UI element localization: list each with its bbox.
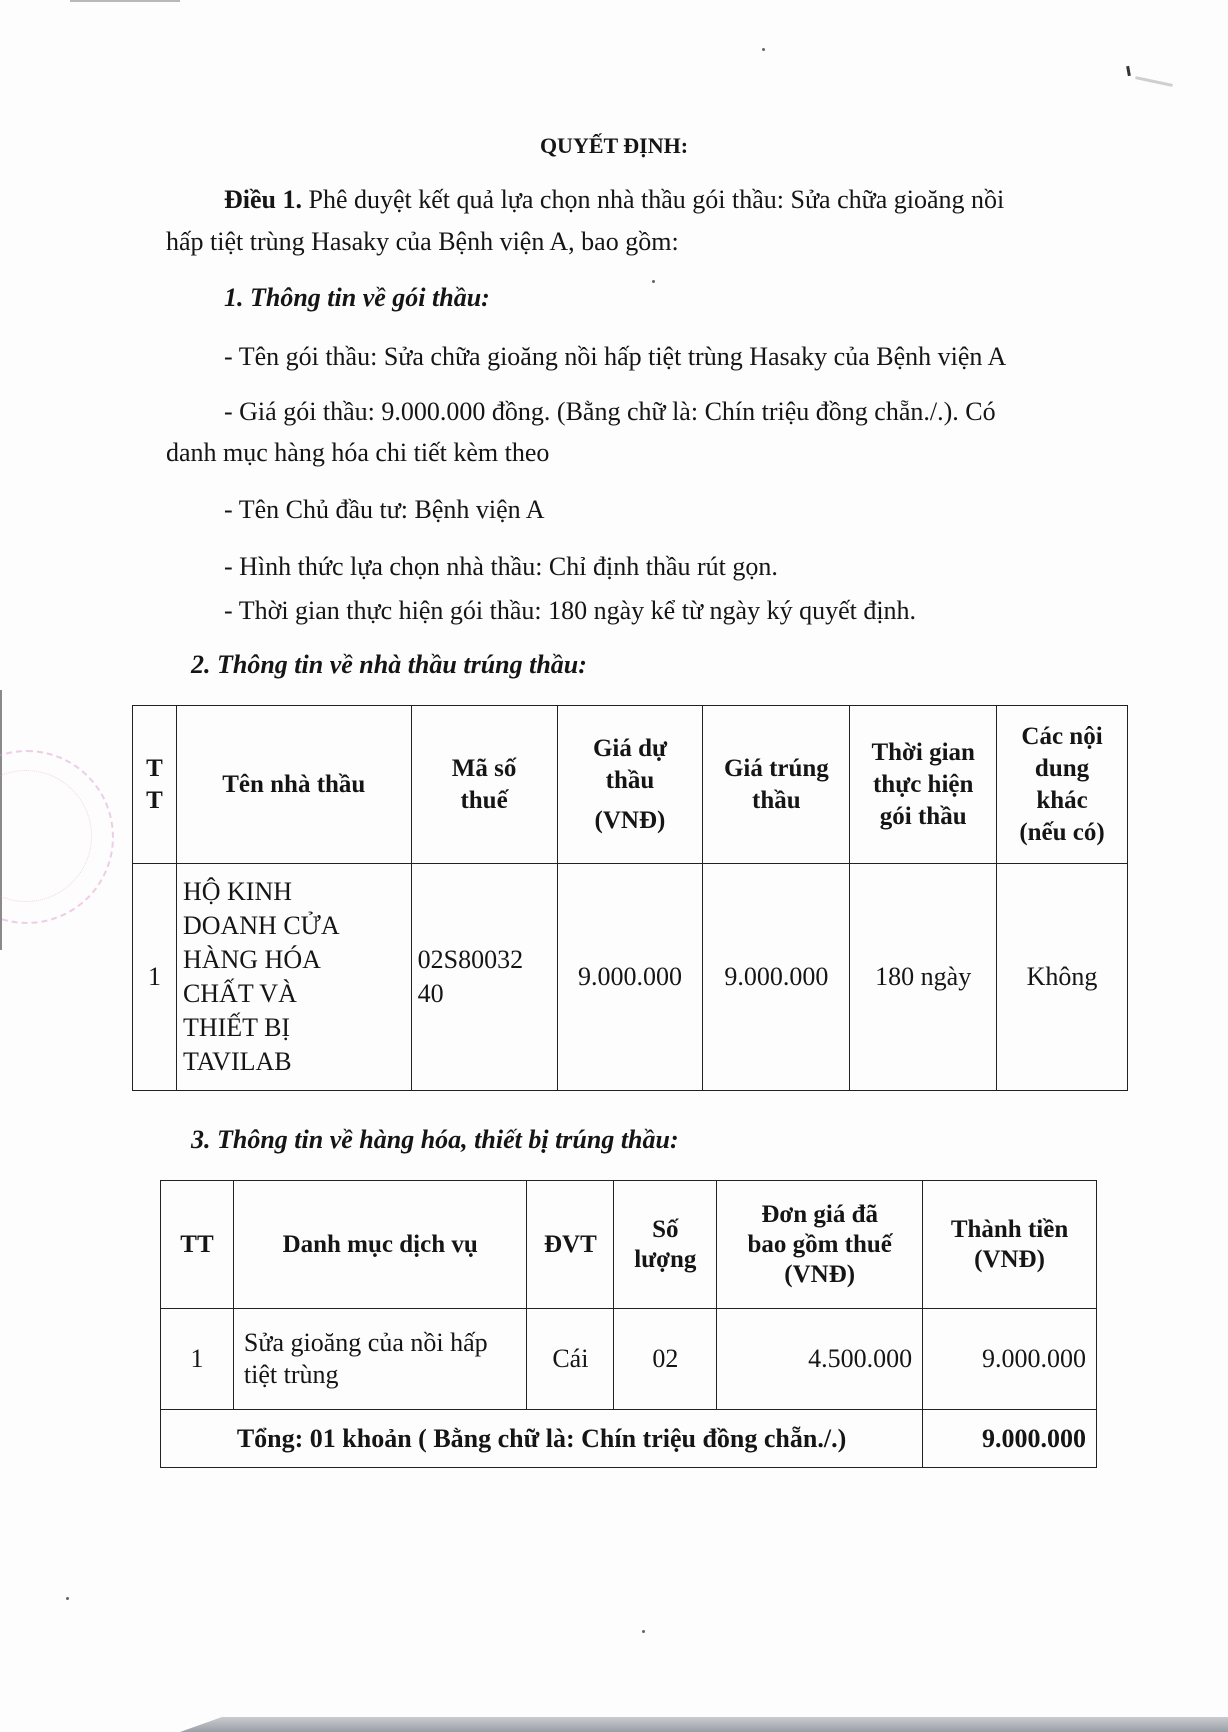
header-line: dung: [1034, 754, 1090, 782]
cell-other-content: Không: [997, 864, 1128, 1091]
header-line: Số: [652, 1215, 679, 1243]
package-price-line-1: - Giá gói thầu: 9.000.000 đồng. (Bằng chữ là: Chín triệu đồng chẵn./.). Có: [224, 397, 996, 426]
total-row: [161, 1410, 1097, 1468]
goods-table: [160, 1180, 1097, 1468]
contractor-name-line: HÀNG HÓA: [182, 945, 321, 974]
cell-quantity: 02: [614, 1309, 717, 1410]
cell-duration: 180 ngày: [850, 864, 997, 1091]
header-other-content: [997, 706, 1128, 864]
header-line: thầu: [605, 766, 655, 794]
header-line: Thành tiền: [950, 1215, 1069, 1243]
header-unit-price: [717, 1181, 923, 1309]
header-line: thuế: [460, 786, 508, 814]
contractor-name-line: HỘ KINH: [182, 877, 292, 906]
article-1-text: Phê duyệt kết quả lựa chọn nhà thầu gói thầu: Sửa chữa gioăng nồi: [302, 185, 1005, 214]
header-line: lượng: [634, 1245, 697, 1273]
header-line: Mã số: [451, 754, 517, 782]
document-title: QUYẾT ĐỊNH:: [539, 133, 689, 158]
cell-contractor-name: [176, 864, 411, 1091]
scan-speck: [652, 280, 655, 283]
scan-artifact-corner: [1123, 62, 1183, 92]
cell-service: [233, 1309, 527, 1410]
header-amount: [923, 1181, 1097, 1309]
scan-bottom-shadow: [180, 1717, 1228, 1732]
selection-method: - Hình thức lựa chọn nhà thầu: Chỉ định thầu rút gọn.: [224, 552, 778, 581]
section-3-heading: 3. Thông tin về hàng hóa, thiết bị trúng thầu:: [191, 1125, 679, 1154]
article-1-line-2: hấp tiệt trùng Hasaky của Bệnh viện A, bao gồm:: [166, 227, 679, 256]
header-line: gói thầu: [879, 802, 967, 830]
cell-winning-price: 9.000.000: [703, 864, 850, 1091]
contractor-name-line: DOANH CỬA: [182, 911, 340, 940]
header-line: Giá dự: [592, 734, 667, 762]
header-line: (VNĐ): [784, 1260, 856, 1288]
contractor-name-line: TAVILAB: [182, 1047, 292, 1076]
cell-amount: 9.000.000: [923, 1309, 1097, 1410]
investor: - Tên Chủ đầu tư: Bệnh viện A: [224, 495, 545, 524]
scan-speck: [762, 48, 765, 51]
header-tt-line: T: [146, 786, 163, 814]
scan-speck: [66, 1597, 69, 1600]
cell-unit-price: 4.500.000: [717, 1309, 923, 1410]
implementation-duration: - Thời gian thực hiện gói thầu: 180 ngày kể từ ngày ký quyết định.: [224, 596, 917, 625]
cell-bid-price: 9.000.000: [557, 864, 703, 1091]
header-line: khác: [1036, 786, 1088, 814]
tax-code-line: 02S80032: [417, 945, 524, 974]
header-unit: ĐVT: [527, 1181, 614, 1309]
cell-tt: 1: [161, 1309, 234, 1410]
contractor-name-line: THIẾT BỊ: [182, 1013, 291, 1042]
goods-table-header: [161, 1181, 1097, 1309]
cell-tax-code: [411, 864, 557, 1091]
article-1-label: Điều 1.: [224, 185, 302, 214]
section-1-heading: 1. Thông tin về gói thầu:: [224, 283, 490, 312]
header-tt: TT: [161, 1181, 234, 1309]
scan-artifact-top: [70, 0, 180, 2]
header-tax-code: [411, 706, 557, 864]
service-line: Sửa gioăng của nồi hấp: [243, 1328, 488, 1357]
header-line: (nếu có): [1019, 818, 1105, 846]
service-line: tiệt trùng: [243, 1360, 339, 1389]
tax-code-line: 40: [417, 979, 444, 1008]
header-duration: [850, 706, 997, 864]
scan-speck: [642, 1630, 645, 1633]
header-line: thực hiện: [872, 770, 974, 798]
section-2-heading: 2. Thông tin về nhà thầu trúng thầu:: [191, 650, 587, 679]
package-name: - Tên gói thầu: Sửa chữa gioăng nồi hấp tiệt trùng Hasaky của Bệnh viện A: [224, 342, 1007, 371]
header-line: thầu: [752, 786, 801, 814]
header-line: Đơn giá đã: [761, 1200, 878, 1228]
header-quantity: [614, 1181, 717, 1309]
contractor-table: [132, 705, 1128, 1091]
total-amount: 9.000.000: [923, 1410, 1097, 1468]
header-winning-price: [703, 706, 850, 864]
seal-bleed-through: [0, 750, 114, 924]
total-label: Tổng: 01 khoản ( Bằng chữ là: Chín triệu đồng chẵn./.): [161, 1410, 923, 1468]
contractor-table-header: [133, 706, 1128, 864]
header-tt: [133, 706, 177, 864]
cell-unit: Cái: [527, 1309, 614, 1410]
table-row: [161, 1309, 1097, 1410]
header-tt-line: T: [146, 754, 163, 782]
header-line: Thời gian: [871, 738, 975, 766]
header-bid-price: [557, 706, 703, 864]
cell-tt: 1: [133, 864, 177, 1091]
contractor-name-line: CHẤT VÀ: [182, 979, 297, 1008]
header-contractor-name: Tên nhà thầu: [176, 706, 411, 864]
header-line: Các nội: [1021, 722, 1103, 750]
header-service: Danh mục dịch vụ: [233, 1181, 527, 1309]
package-price-line-2: danh mục hàng hóa chi tiết kèm theo: [166, 438, 550, 467]
header-line: Giá trúng: [723, 754, 829, 782]
header-line: (VNĐ): [594, 806, 666, 834]
header-line: bao gồm thuế: [747, 1230, 892, 1258]
header-line: (VNĐ): [974, 1245, 1045, 1273]
article-1-line-1: [224, 184, 1004, 216]
table-row: [133, 864, 1128, 1091]
